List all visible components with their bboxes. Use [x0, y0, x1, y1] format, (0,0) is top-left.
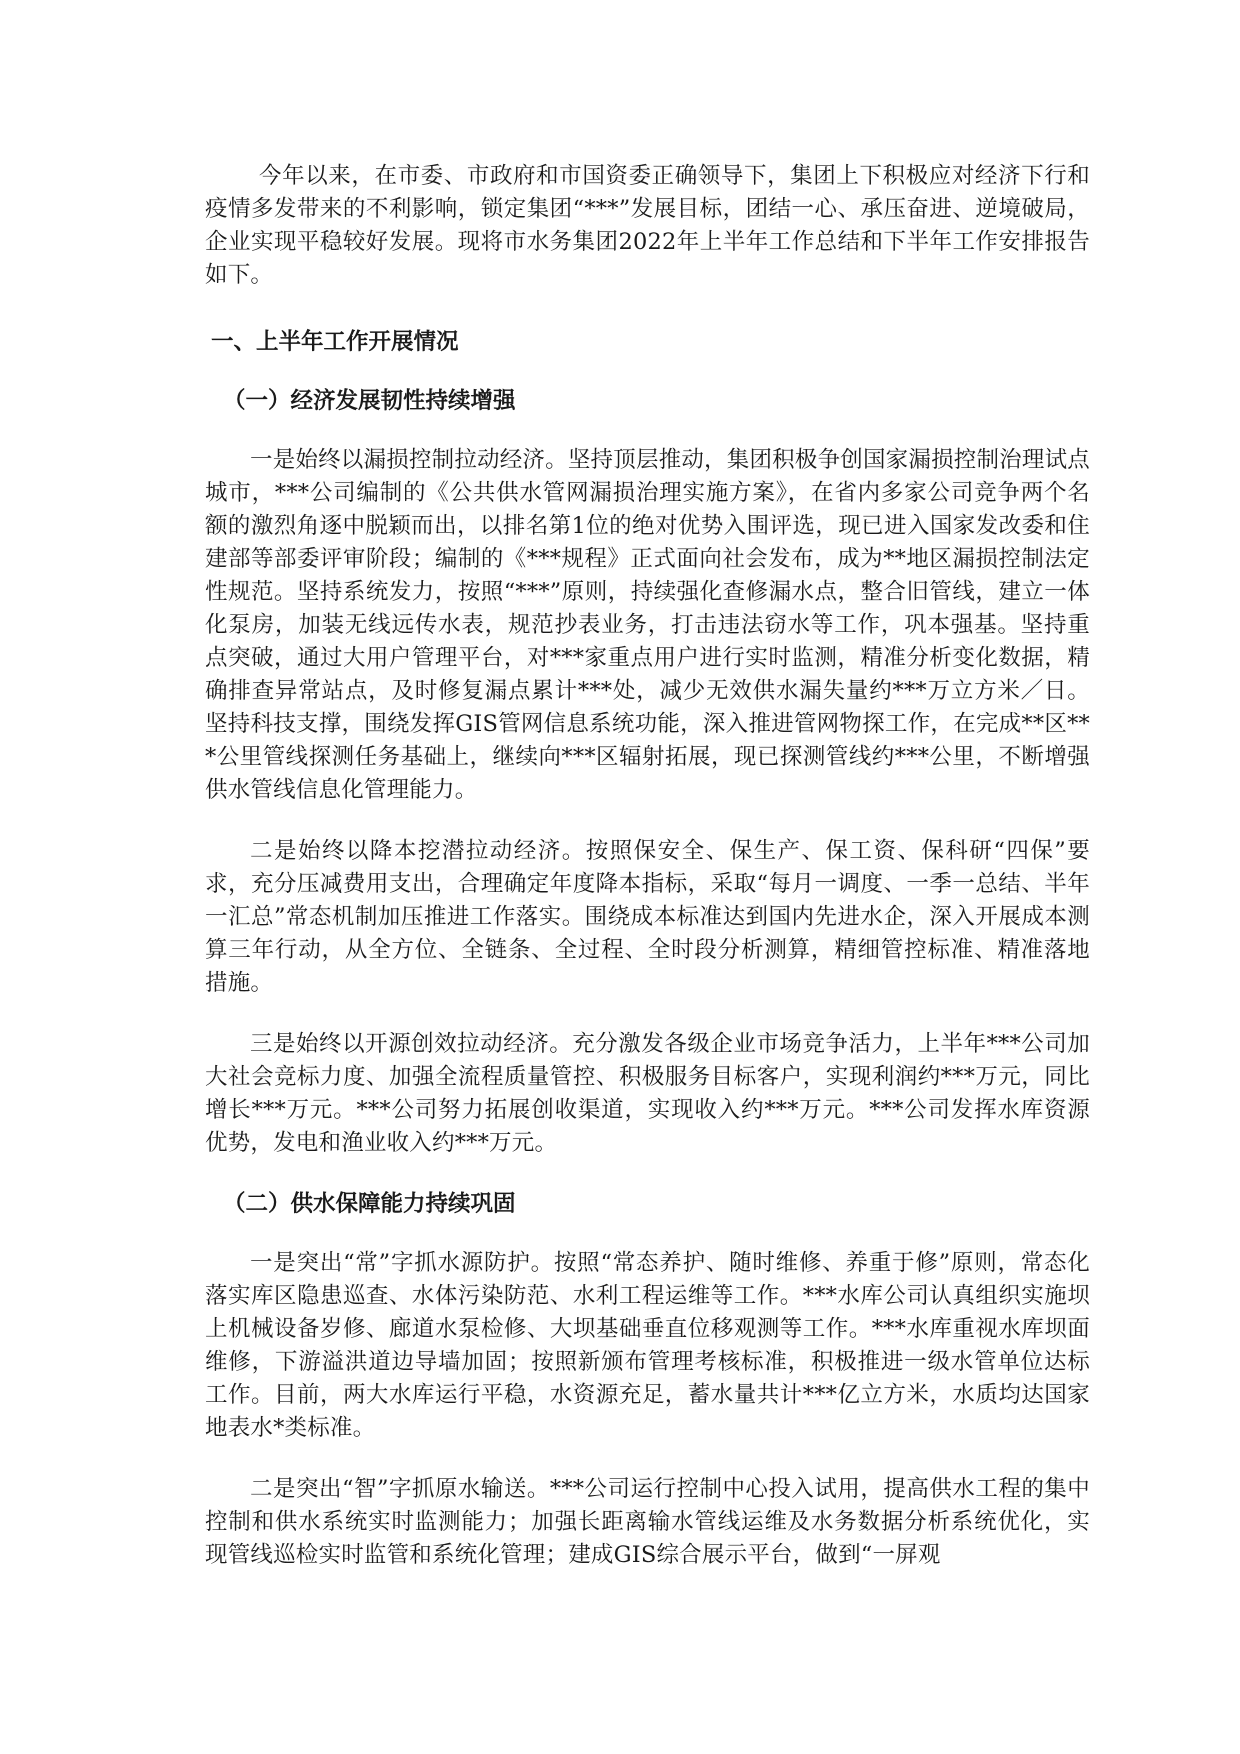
paragraph-cost-reduction: 二是始终以降本挖潜拉动经济。按照保安全、保生产、保工资、保科研“四保”要求，充分压减费用支出，合理确定年度降本指标，采取“每月一调度、一季一总结、半年一汇总”常态机制加压推进工作落实。围绕成本标准达到国内先进水企，深入开展成本测算三年行动，从全方位、全链条、全过程、全时段分析测算，精细管控标准、精准落地措施。: [205, 838, 1090, 996]
paragraph-water-transport: 二是突出“智”字抓原水输送。***公司运行控制中心投入试用，提高供水工程的集中控制和供水系统实时监测能力；加强长距离输水管线运维及水务数据分析系统优化，实现管线巡检实时监管和系统化管理；建成GIS综合展示平台，做到“一屏观: [205, 1476, 1090, 1568]
section-heading-1: 一、上半年工作开展情况: [211, 329, 459, 355]
subsection-heading-2: （二）供水保障能力持续巩固: [223, 1191, 516, 1217]
subsection-heading-1: （一）经济发展韧性持续增强: [223, 388, 516, 414]
paragraph-leak-control: 一是始终以漏损控制拉动经济。坚持顶层推动，集团积极争创国家漏损控制治理试点城市，***公司编制的《公共供水管网漏损治理实施方案》，在省内多家公司竞争两个名额的激烈角逐中脱颖而出，以排名第1位的绝对优势入围评选，现已进入国家发改委和住建部等部委评审阶段；编制的《***规程》正式面向社会发布，成为**地区漏损控制法定性规范。坚持系统发力，按照“***”原则，持续强化查修漏水点，整合旧管线，建立一体化泵房，加装无线远传水表，规范抄表业务，打击违法窃水等工作，巩本强基。坚持重点突破，通过大用户管理平台，对***家重点用户进行实时监测，精准分析变化数据，精确排查异常站点，及时修复漏点累计***处，减少无效供水漏失量约***万立方米／日。坚持科技支撑，围绕发挥GIS管网信息系统功能，深入推进管网物探工作，在完成**区***公里管线探测任务基础上，继续向***区辐射拓展，现已探测管线约***公里，不断增强供水管线信息化管理能力。: [205, 447, 1090, 803]
paragraph-revenue: 三是始终以开源创效拉动经济。充分激发各级企业市场竞争活力，上半年***公司加大社会竞标力度、加强全流程质量管控、积极服务目标客户，实现利润约***万元，同比增长***万元。***公司努力拓展创收渠道，实现收入约***万元。***公司发挥水库资源优势，发电和渔业收入约***万元。: [205, 1031, 1090, 1156]
intro-paragraph: 今年以来，在市委、市政府和市国资委正确领导下，集团上下积极应对经济下行和疫情多发带来的不利影响，锁定集团“***”发展目标，团结一心、承压奋进、逆境破局，企业实现平稳较好发展。现将市水务集团2022年上半年工作总结和下半年工作安排报告如下。: [205, 163, 1090, 288]
document-body: [205, 160, 1090, 1572]
paragraph-water-source: 一是突出“常”字抓水源防护。按照“常态养护、随时维修、养重于修”原则，常态化落实库区隐患巡查、水体污染防范、水利工程运维等工作。***水库公司认真组织实施坝上机械设备岁修、廊道水泵检修、大坝基础垂直位移观测等工作。***水库重视水库坝面维修，下游溢洪道边导墙加固；按照新颁布管理考核标准，积极推进一级水管单位达标工作。目前，两大水库运行平稳，水资源充足，蓄水量共计***亿立方米，水质均达国家地表水*类标准。: [205, 1250, 1090, 1441]
